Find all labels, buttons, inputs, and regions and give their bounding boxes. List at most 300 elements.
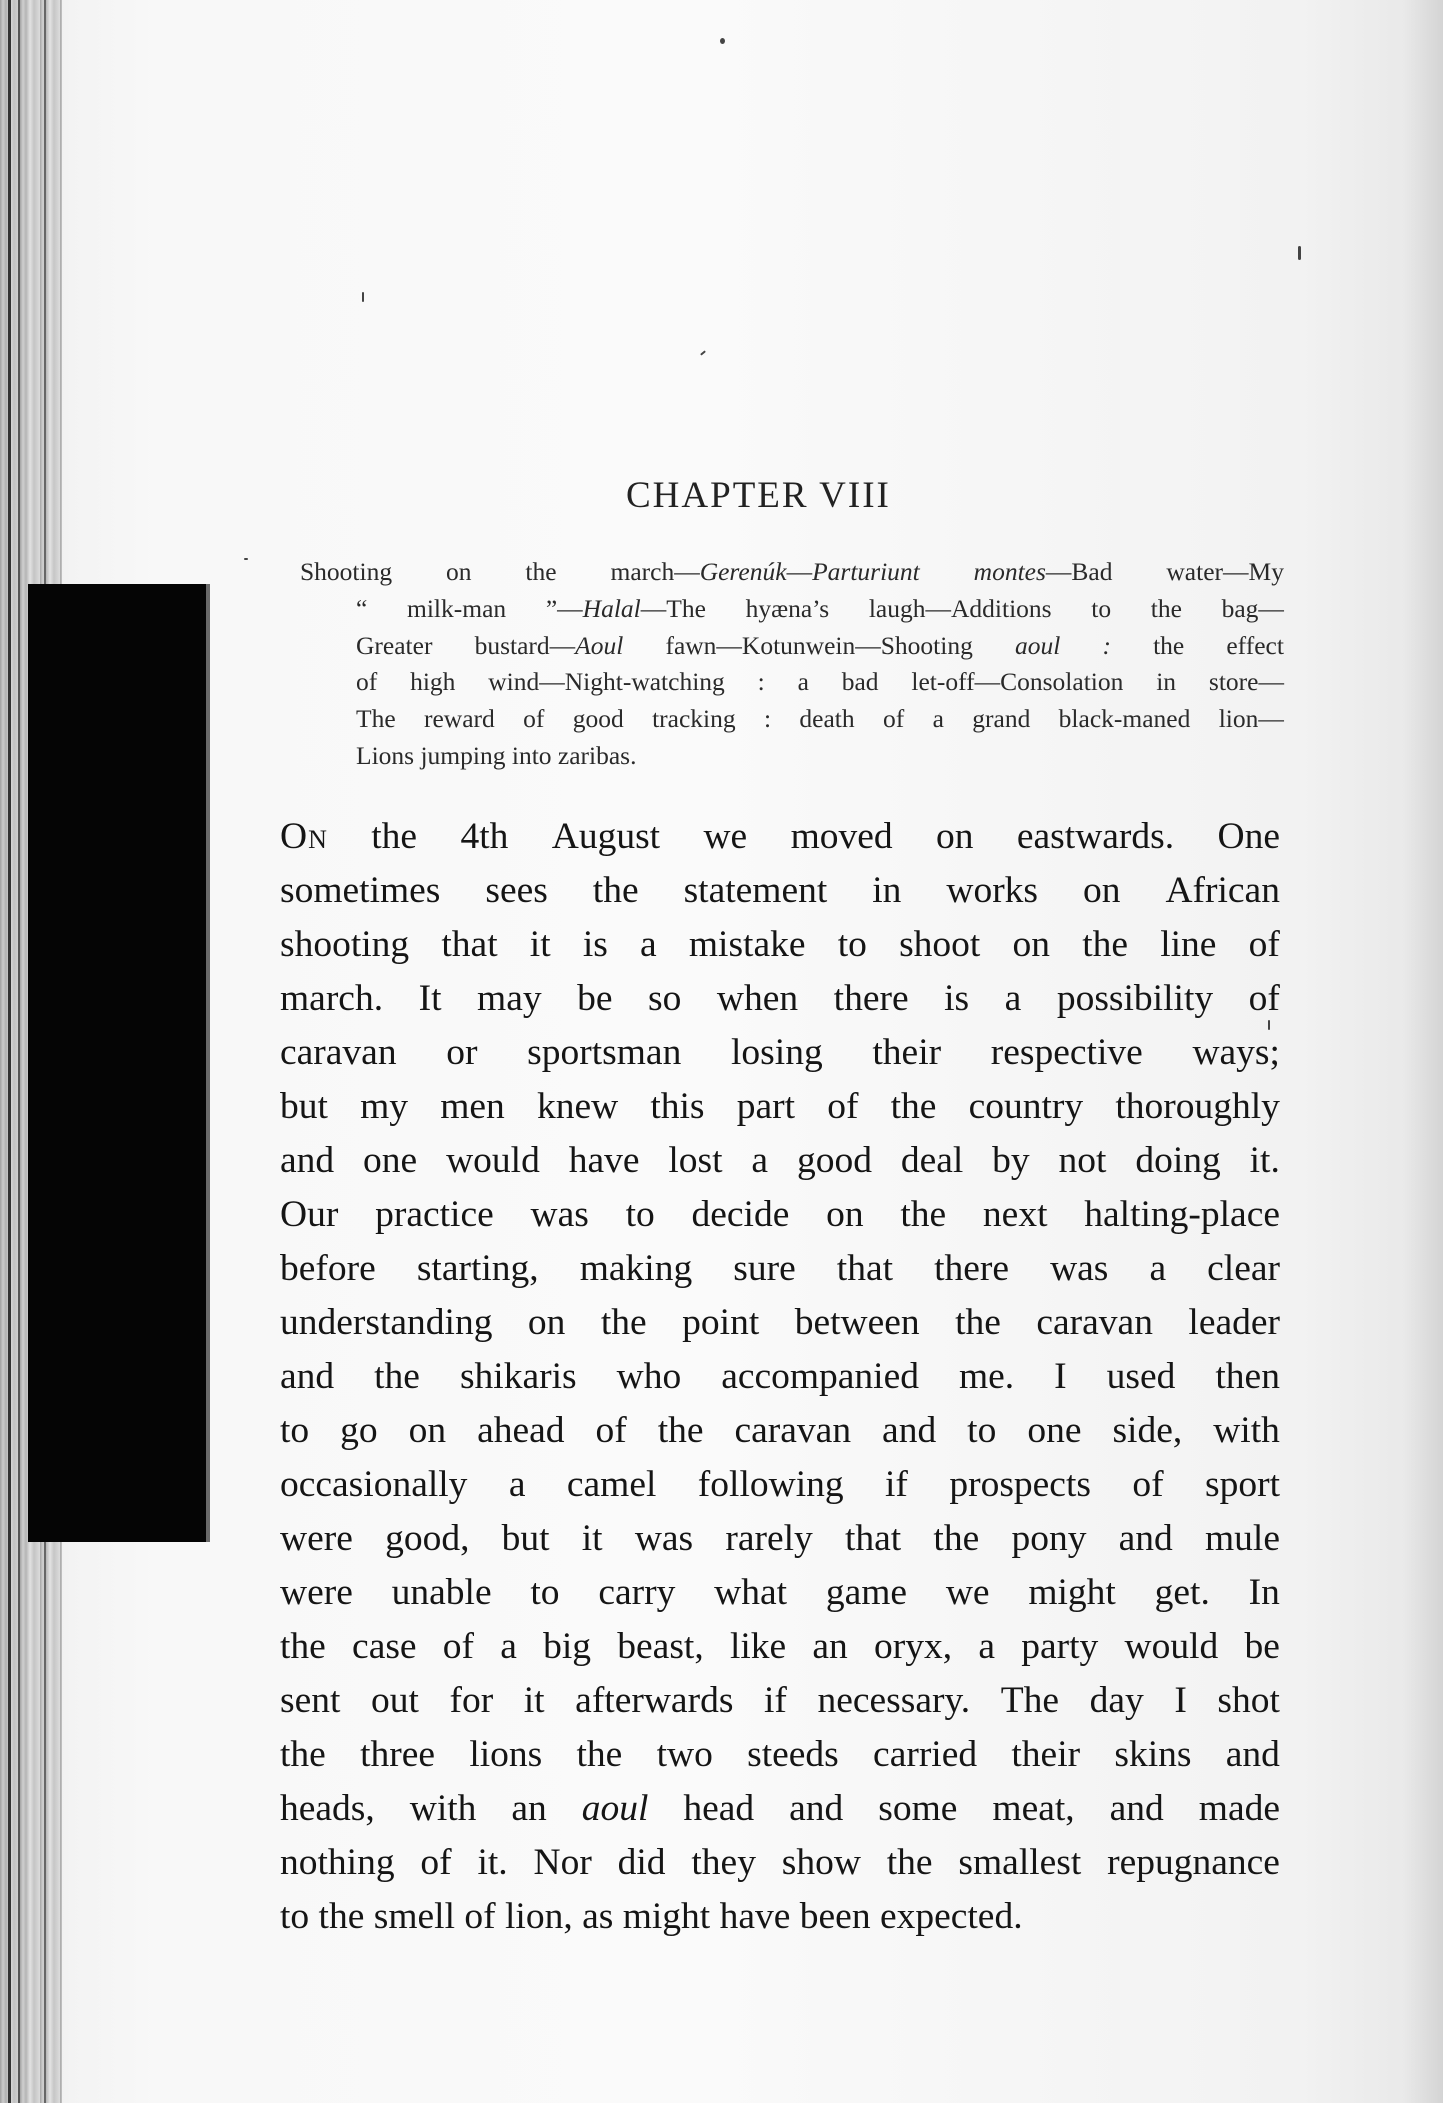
word [1015,628,1060,665]
text: might [1028,1572,1116,1613]
word [546,591,706,628]
text: it [523,1680,545,1721]
word [1082,918,1128,972]
word [1059,1134,1107,1188]
text: then [1215,1356,1280,1397]
word [410,664,455,701]
text: did [617,1842,666,1883]
text: they [691,1842,756,1883]
word [363,1134,417,1188]
word [374,1890,465,1944]
word [502,1512,550,1566]
text: Nor [533,1842,592,1883]
spine-line [8,0,11,2103]
word [410,1782,477,1836]
word [1250,1134,1280,1188]
body-line [280,1674,1280,1728]
text: the [886,1842,933,1883]
text: that [441,924,498,965]
summary-line [356,738,1284,775]
text: and [1225,1734,1280,1775]
word [1084,1188,1280,1242]
word [725,1512,812,1566]
text: what [714,1572,788,1613]
text: a [751,1140,769,1181]
word [720,1890,800,1944]
word [746,591,830,628]
word [1160,918,1216,972]
word [958,1836,1081,1890]
word [583,918,608,972]
word [464,1890,505,1944]
text: two [656,1734,713,1775]
text: line [1160,924,1217,965]
word [582,1512,603,1566]
text: three [360,1734,436,1775]
word [530,1188,588,1242]
word [280,864,440,918]
word [901,1134,963,1188]
word [1005,972,1022,1026]
text: milk-man [407,593,507,623]
text: for [449,1680,494,1721]
text: smell [373,1896,455,1937]
word [1149,1242,1166,1296]
text: steeds [747,1734,839,1775]
summary-line [356,628,1284,665]
word [1114,1728,1191,1782]
word [1057,972,1213,1026]
word [657,1728,713,1782]
text: It [418,978,442,1019]
word [446,554,472,591]
word [280,1782,375,1836]
word [1217,1674,1280,1728]
word [1091,591,1111,628]
text: 4th [460,816,509,857]
text: been [799,1896,871,1937]
word [417,1242,539,1296]
text: get. [1154,1572,1210,1613]
word [534,1836,592,1890]
word [1135,1134,1220,1188]
text: camel [566,1464,657,1505]
word [505,1890,582,1944]
body-line [280,1404,1280,1458]
text: as [582,1896,614,1937]
word [1205,1512,1280,1566]
text: sees [485,870,548,911]
word [440,1080,505,1134]
text: in [1156,667,1177,697]
text: the [600,1302,647,1343]
word [872,864,901,918]
word [689,918,806,972]
text: carried [873,1734,978,1775]
word [1205,1458,1280,1512]
word [1107,1350,1176,1404]
text: show [781,1842,861,1883]
text: caravan [734,1410,852,1451]
word [385,1512,469,1566]
word [598,1566,675,1620]
text: day [1089,1680,1144,1721]
word [485,864,547,918]
word [356,664,377,701]
word [885,1458,908,1512]
word [420,1836,451,1890]
word [782,1836,861,1890]
word [817,1674,970,1728]
text: lost [668,1140,723,1181]
text: death [799,704,855,734]
text: on [527,1302,566,1343]
word [626,1188,655,1242]
text: on [408,1410,447,1451]
word [1249,918,1280,972]
word [834,972,909,1026]
word [1013,918,1051,972]
text: shoot [899,924,981,965]
word [764,701,771,738]
text: used [1106,1356,1176,1397]
text: if [763,1680,787,1721]
text: practice [375,1194,494,1235]
word [978,1620,995,1674]
word [730,1620,786,1674]
text: store— [1208,667,1284,697]
word [280,1350,334,1404]
word [280,1458,467,1512]
word [797,1134,872,1188]
text: On [280,816,328,857]
word [449,1674,493,1728]
text: —The [640,593,706,623]
word [1153,628,1184,665]
word [1059,701,1191,738]
body-line [280,1188,1280,1242]
text: : [763,704,772,734]
word [684,864,828,918]
italic-text: Parturiunt [812,557,920,586]
text: of [442,1626,475,1667]
summary-line [356,591,1284,628]
text: reward [424,704,495,734]
word [280,1890,319,1944]
word [974,554,1113,591]
word [1050,1242,1108,1296]
text: the [280,1734,326,1775]
word [469,1728,542,1782]
text: an [511,1788,547,1829]
body-line [280,864,1280,918]
text: of [420,1842,452,1883]
text: is [582,924,608,965]
text: ”— [545,593,583,623]
text: I [1174,1680,1187,1721]
text: have [568,1140,640,1181]
word [1192,1026,1280,1080]
text: were [280,1518,353,1559]
word [721,1350,919,1404]
text: into [511,740,552,770]
word [946,1566,990,1620]
text: black-maned [1058,704,1191,734]
body-line [280,1350,1280,1404]
body-line [280,810,1280,864]
text: we [703,816,748,857]
text: it [581,1518,603,1559]
word [640,918,657,972]
text: but [501,1518,550,1559]
word [1001,1674,1059,1728]
text: like [729,1626,787,1667]
text: a [508,1464,526,1505]
word [737,1080,795,1134]
dust-speck [244,558,248,560]
text: it. [477,1842,508,1883]
text: statement [683,870,828,911]
word [356,701,396,738]
word [527,1026,681,1080]
text: would [446,1140,540,1181]
word [955,1296,1001,1350]
italic-text: aoul [581,1788,649,1829]
text: accompanied [721,1356,919,1397]
text: march— [610,557,700,586]
body-line [280,1566,1280,1620]
text: one [1027,1410,1082,1451]
text: The [356,704,396,734]
italic-text: : [1102,630,1111,660]
text: good [572,704,624,734]
text: side, [1112,1410,1183,1451]
text: In [1248,1572,1280,1613]
word [352,1620,417,1674]
word [360,1080,408,1134]
text: the [1150,593,1182,623]
word [580,1242,692,1296]
text: there [934,1248,1010,1289]
text: was [530,1194,589,1235]
word [528,1296,566,1350]
text: caravan [1036,1302,1153,1343]
black-page-tab [28,584,206,1542]
word [475,628,624,665]
word [280,1026,397,1080]
word [944,972,969,1026]
text: effect [1226,630,1284,660]
text: to [837,924,867,965]
text: halting-place [1084,1194,1280,1235]
text: heads, [280,1788,375,1829]
word [340,1404,378,1458]
italic-text: Gerenúk [699,557,787,586]
body-line [280,1296,1280,1350]
word [735,1404,852,1458]
word [1215,1350,1280,1404]
text: bag— [1221,593,1284,623]
body-text [280,810,1280,1944]
word [682,1296,759,1350]
word [992,1782,1074,1836]
word [595,1404,626,1458]
word [623,1890,720,1944]
word [525,554,556,591]
word [934,1242,1009,1296]
text: moved [790,816,893,857]
text: my [360,1086,409,1127]
word [280,810,328,864]
text: shot [1217,1680,1280,1721]
word [812,1620,847,1674]
text: some [878,1788,958,1829]
text: expected. [879,1896,1023,1937]
text: decide [691,1194,790,1235]
text: Shooting [300,557,393,586]
text: out [370,1680,419,1721]
text: —Bad [1045,557,1113,586]
word [751,1134,768,1188]
body-line [280,1836,1280,1890]
word [446,1134,540,1188]
word [874,1620,952,1674]
word [280,918,409,972]
word [569,1134,640,1188]
text: following [697,1464,844,1505]
text: unable [391,1572,492,1613]
word [1209,664,1284,701]
word [617,1350,682,1404]
text: to [625,1194,655,1235]
text: on [826,1194,864,1235]
text: a [932,704,944,734]
word [838,918,867,972]
text: an [812,1626,848,1667]
text: One [1217,816,1280,857]
word [524,1674,545,1728]
text: works [946,870,1039,911]
word [424,701,495,738]
text: but [280,1086,328,1127]
word [873,1728,977,1782]
text: the [280,1626,326,1667]
word [872,1026,941,1080]
text: Our [280,1194,339,1235]
text: and [280,1140,335,1181]
text: pony [1011,1518,1087,1559]
word [577,1728,623,1782]
word [658,1404,704,1458]
word [280,1620,326,1674]
word [446,1026,477,1080]
text: August [551,816,661,857]
text: have [719,1896,791,1937]
word [1199,1782,1280,1836]
word [1222,591,1284,628]
word [582,1890,623,1944]
body-line [280,1458,1280,1512]
word [936,810,974,864]
text: hyæna’s [745,593,830,623]
word [800,1890,880,1944]
text: let-off—Consolation [911,667,1124,697]
word [543,1620,591,1674]
word [648,972,681,1026]
word [280,1404,309,1458]
text: be [577,978,613,1019]
word [1165,864,1280,918]
word [1011,1728,1080,1782]
word [1155,1566,1210,1620]
word [1218,810,1280,864]
text: between [794,1302,920,1343]
text: a [797,667,809,697]
word [477,1404,564,1458]
word [764,1674,787,1728]
word [911,664,1123,701]
word [441,918,497,972]
word [891,1080,937,1134]
word [827,1080,858,1134]
text: thoroughly [1115,1086,1280,1127]
text: case [352,1626,417,1667]
text: to [967,1410,997,1451]
word [512,738,558,775]
word [933,1512,979,1566]
word [280,1296,492,1350]
text: go [340,1410,378,1451]
word [477,972,542,1026]
word [477,1836,507,1890]
text: of [1248,924,1280,965]
text: to [530,1572,560,1613]
text: not [1058,1140,1107,1181]
word [842,664,879,701]
word [949,1458,1091,1512]
body-line [280,1512,1280,1566]
word [882,1404,936,1458]
text: a [1004,978,1022,1019]
word [791,810,893,864]
text: with [1213,1410,1280,1451]
word [300,554,392,591]
word [1090,1674,1144,1728]
text: party [1021,1626,1099,1667]
text: oryx, [874,1626,953,1667]
word [837,1242,893,1296]
text: meat, [992,1788,1075,1829]
word [1226,628,1284,665]
word [575,1674,733,1728]
text: shikaris [459,1356,577,1397]
text: their [872,1032,942,1073]
text: to [280,1410,310,1451]
word [880,1890,1023,1944]
text: grand [972,704,1031,734]
body-line [280,1782,1280,1836]
text: skins [1114,1734,1192,1775]
body-line [280,1890,1280,1944]
word [280,1566,353,1620]
word [650,1080,704,1134]
word [714,1566,787,1620]
word [1083,864,1121,918]
text: lion, [505,1896,573,1937]
word [601,1296,647,1350]
text: afterwards [575,1680,734,1721]
text: deal [900,1140,964,1181]
